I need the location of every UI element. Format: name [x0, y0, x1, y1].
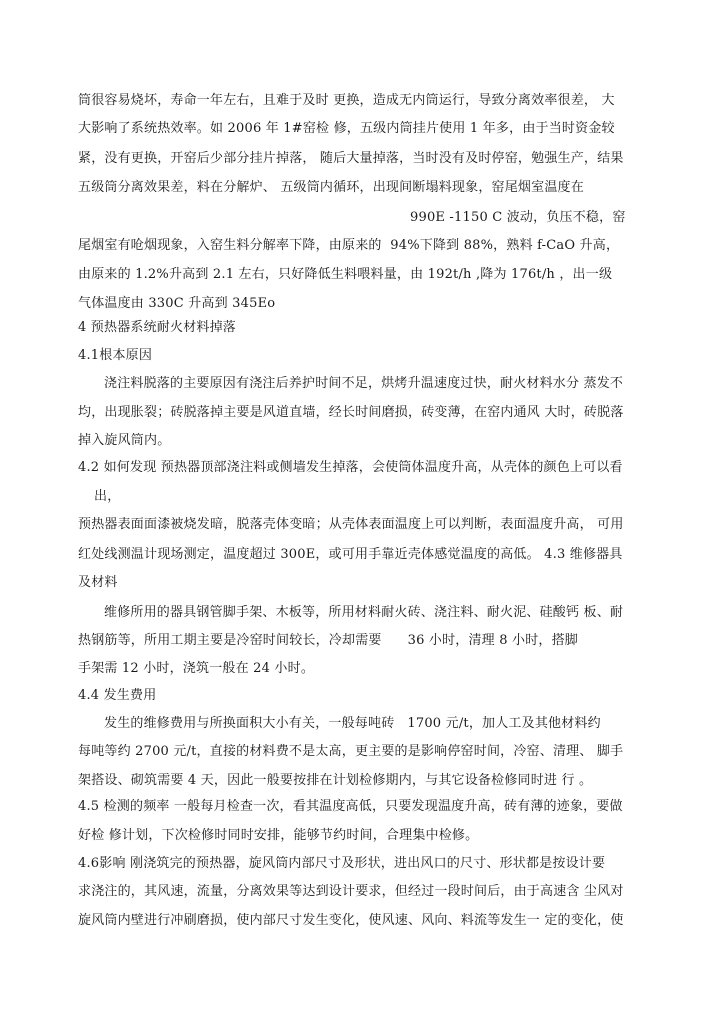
body-text-line: 4.2 如何发现 预热器顶部浇注料或侧墙发生掉落，会使筒体温度升高，从壳体的颜色上可以看 [78, 460, 623, 475]
body-text-line: 热钢筋等，所用工期主要是冷窑时间较长，冷却需要 36 小时，清理 8 小时，搭脚 [78, 633, 579, 648]
body-text-line: 出， [94, 489, 121, 504]
body-text-line: 气体温度由 330C 升高到 345Eo [78, 296, 276, 311]
body-text-line: 求浇注的，其风速，流量，分离效果等达到设计要求，但经过一段时间后，由于高速含 尘风对 [78, 884, 624, 899]
body-text-line: 4.5 检测的频率 一般每月检查一次，看其温度高低，只要发现温度升高，砖有薄的迹象，要做 [78, 799, 623, 814]
body-text-line: 由原来的 1.2%升高到 2.1 左右，只好降低生料喂料量，由 192t/h ,降为 176t/h ，出一级 [78, 267, 613, 282]
body-text-line: 浇注料脱落的主要原因有浇注后养护时间不足，烘烤升温速度过快，耐火材料水分 蒸发不 [104, 376, 624, 391]
subsection-heading: 4.4 发生费用 [78, 688, 157, 703]
body-text-line: 好检 修计划，下次检修时同时安排，能够节约时间，合理集中检修。 [78, 828, 479, 843]
body-text-line: 旋风筒内壁进行冲刷磨损，使内部尺寸发生变化，使风速、风向、料流等发生一 定的变化，使 [78, 913, 624, 928]
subsection-heading: 4.1根本原因 [78, 348, 153, 363]
body-text-line: 掉入旋风筒内。 [78, 433, 171, 448]
body-text-line: 发生的维修费用与所换面积大小有关，一般每吨砖 1700 元/t，加人工及其他材料约 [104, 716, 601, 731]
body-text-line: 大影响了系统热效率。如 2006 年 1#窑检 修，五级内筒挂片使用 1 年多，由于当时资金较 [78, 121, 615, 136]
body-text-line: 红处线测温计现场测定，温度超过 300E，或可用手靠近壳体感觉温度的高低。 4.3 维修器具 [78, 547, 623, 562]
body-text-line: 手架需 12 小时，浇筑一般在 24 小时。 [78, 661, 315, 676]
body-text-line: 五级筒分离效果差，料在分解炉、 五级筒内循环，出现间断塌料现象，窑尾烟室温度在 [78, 180, 584, 195]
body-text-line: 紧，没有更换，开窑后少部分挂片掉落， 随后大量掉落，当时没有及时停窑，勉强生产，结果 [78, 151, 624, 166]
body-text-line: 筒很容易烧坏，寿命一年左右，且难于及时 更换，造成无内筒运行，导致分离效率很差， 大 [78, 93, 615, 108]
body-text-line: 维修所用的器具钢管脚手架、木板等，所用材料耐火砖、浇注料、耐火泥、硅酸钙 板、耐 [104, 605, 624, 620]
body-text-line: 均，出现胀裂；砖脱落掉主要是风道直墙，经长时间磨损，砖变薄，在窑内通风 大时，砖脱落 [78, 405, 624, 420]
body-text-line: 990E -1150 C 波动，负压不稳，窑 [410, 210, 626, 225]
body-text-line: 尾烟室有呛烟现象，入窑生料分解率下降，由原来的 94%下降到 88%，熟料 f-CaO 升高， [78, 238, 620, 253]
body-text-line: 4.6影响 刚浇筑完的预热器，旋风筒内部尺寸及形状，进出风口的尺寸、形状都是按设计要 [78, 856, 606, 871]
section-heading: 4 预热器系统耐火材料掉落 [78, 320, 237, 335]
body-text-line: 及材料 [78, 575, 118, 590]
body-text-line: 每吨等约 2700 元/t，直接的材料费不是太高，更主要的是影响停窑时间，冷窑、清理、 脚手 [78, 744, 624, 759]
body-text-line: 预热器表面面漆被烧发暗，脱落壳体变暗；从壳体表面温度上可以判断，表面温度升高， 可用 [78, 517, 624, 532]
body-text-line: 架搭设、砌筑需要 4 天，因此一般要按排在计划检修期内，与其它设备检修同时进 行 。 [78, 773, 593, 788]
